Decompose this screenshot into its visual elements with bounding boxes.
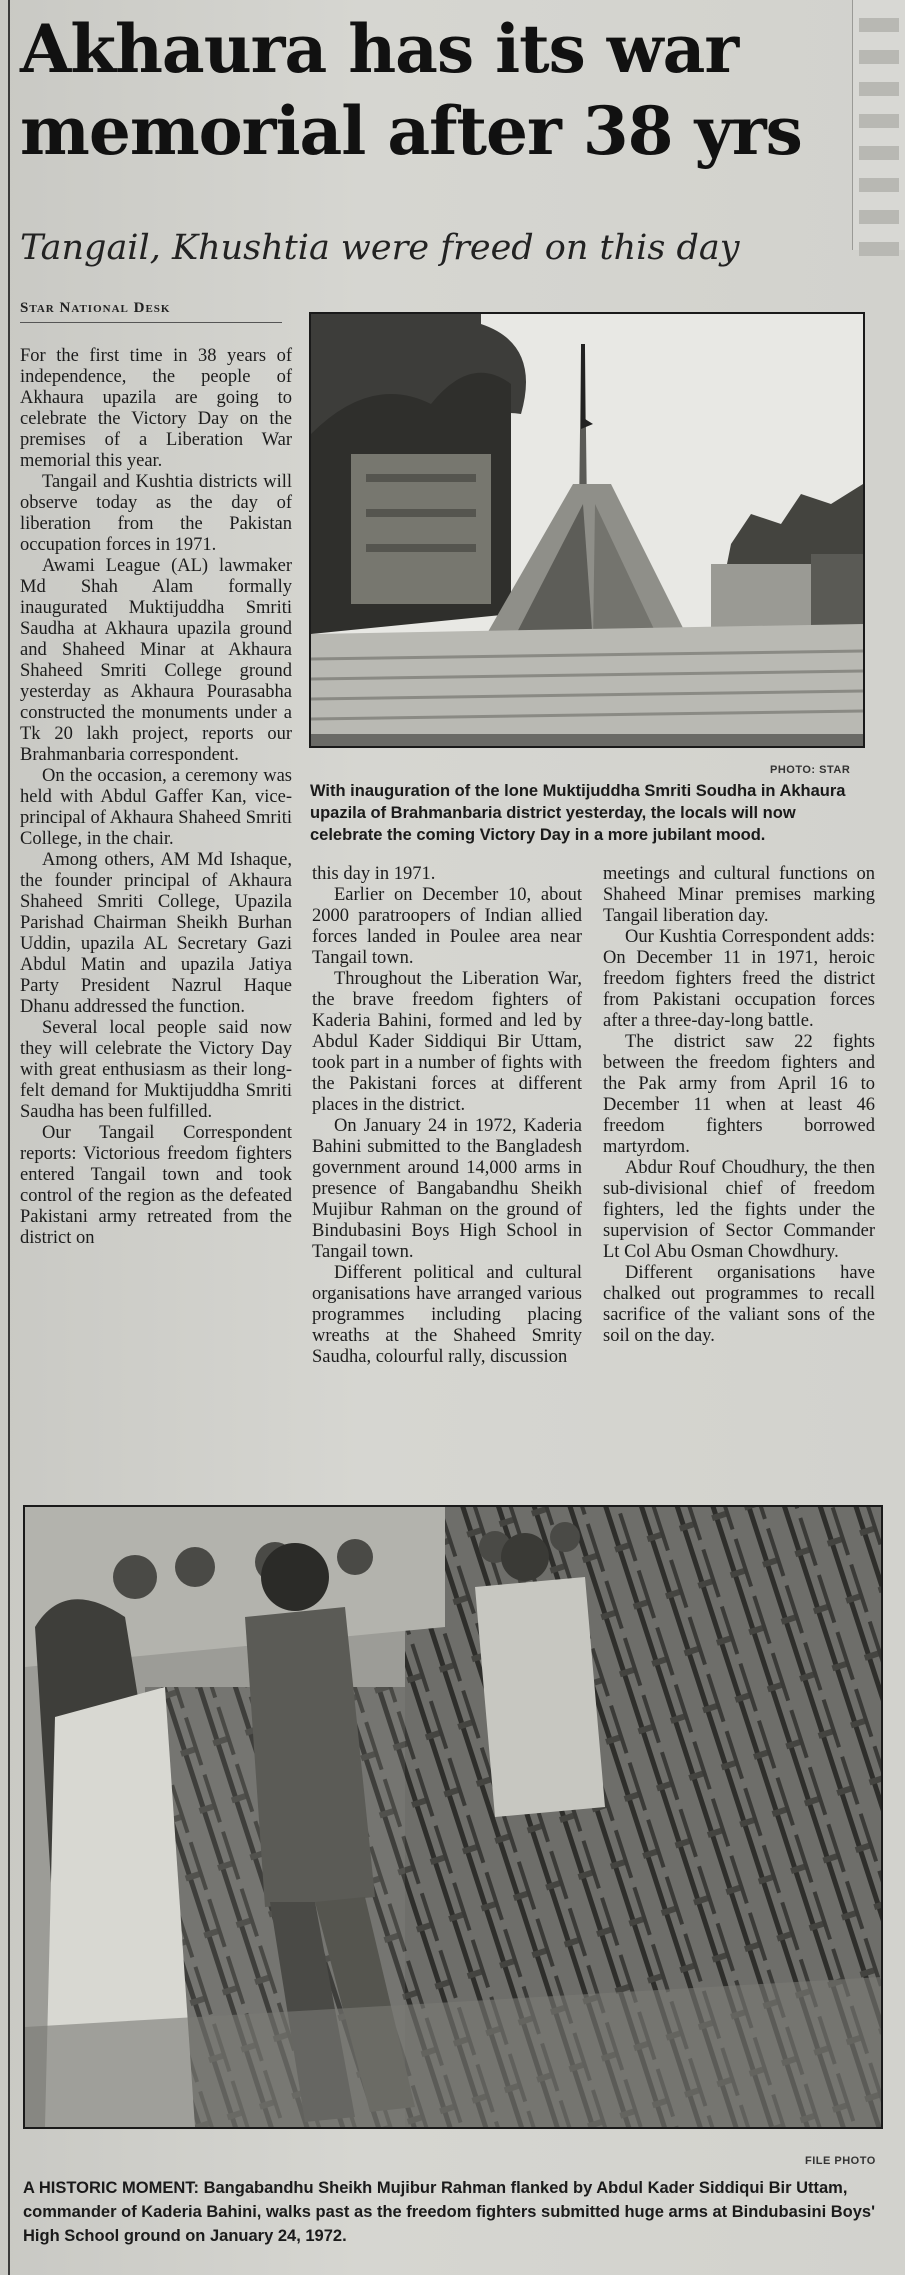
paragraph: Our Tangail Correspondent reports: Victorious freedom fighters entered Tangail town and took control of the region as the defeated Pakistani army retreated from the district on — [20, 1123, 292, 1248]
historic-photo-image — [25, 1507, 881, 2127]
photo-credit: FILE PHOTO — [805, 2155, 876, 2167]
paragraph: Among others, AM Md Ishaque, the founder principal of Akhaura Shaheed Smriti College, Upazila Parishad Chairman Sheikh Burhan Uddin, upazila AL Secretary Gazi Abdul Matin and upazila Jatiya Party President Nazrul Haque Dhanu addressed the function. — [20, 850, 292, 1017]
paragraph: Earlier on December 10, about 2000 paratroopers of Indian allied forces landed in Poulee area near Tangail town. — [312, 885, 582, 968]
paragraph: Throughout the Liberation War, the brave freedom fighters of Kaderia Bahini, formed and led by Abdul Kader Siddiqui Bir Uttam, took part in a number of fights with the Pakistani forces at different places in the district. — [312, 969, 582, 1115]
headline: Akhaura has its war memorial after 38 yrs — [20, 10, 802, 170]
photo-caption: With inauguration of the lone Muktijuddha Smriti Soudha in Akhaura upazila of Brahmanbaria district yesterday, the locals will now celebrate the coming Victory Day in a more jubilant mood. — [310, 782, 846, 844]
paragraph: Different organisations have chalked out programmes to recall sacrifice of the valiant sons of the soil on the day. — [603, 1263, 875, 1346]
article-column-1 — [20, 346, 292, 1249]
paragraph: For the first time in 38 years of independence, the people of Akhaura upazila are going to celebrate the Victory Day on the premises of a Liberation War memorial this year. — [20, 346, 292, 471]
photo-credit: PHOTO: STAR — [770, 764, 851, 776]
paragraph: On January 24 in 1972, Kaderia Bahini submitted to the Bangladesh government around 14,000 arms in presence of Bangabandhu Sheikh Mujibur Rahman on the ground of Bindubasini Boys High School in Tangail town. — [312, 1116, 582, 1262]
paragraph: The district saw 22 fights between the freedom fighters and the Pak army from April 16 to December 11 when at least 46 freedom fighters borrowed martyrdom. — [603, 1032, 875, 1157]
memorial-photo — [309, 312, 865, 748]
paragraph: Abdur Rouf Choudhury, the then sub-divisional chief of freedom fighters, led the fights under the supervision of Sector Commander Lt Col Abu Osman Chowdhury. — [603, 1158, 875, 1262]
paragraph: meetings and cultural functions on Shaheed Minar premises marking Tangail liberation day. — [603, 864, 875, 926]
article-column-2 — [312, 864, 582, 1368]
byline-divider — [20, 322, 282, 323]
historic-photo — [23, 1505, 883, 2129]
paragraph: Our Kushtia Correspondent adds: On December 11 in 1971, heroic freedom fighters freed the district from Pakistani occupation forces after a three-day-long battle. — [603, 927, 875, 1031]
article-column-3 — [603, 864, 875, 1347]
paragraph: Awami League (AL) lawmaker Md Shah Alam formally inaugurated Muktijuddha Smriti Saudha at Akhaura upazila ground and Shaheed Minar at Akhaura Shaheed Smriti College ground yesterday as Akhaura Pourasabha constructed the monuments under a Tk 20 lakh project, reports our Brahmanbaria correspondent. — [20, 556, 292, 765]
memorial-photo-image — [311, 314, 863, 746]
paragraph: Different political and cultural organisations have arranged various programmes including placing wreaths at the Shaheed Smrity Saudha, colourful rally, discussion — [312, 1263, 582, 1367]
byline: Star National Desk — [20, 300, 171, 316]
paragraph: Tangail and Kushtia districts will observe today as the day of liberation from the Pakistan occupation forces in 1971. — [20, 472, 292, 555]
photo-caption: A HISTORIC MOMENT: Bangabandhu Sheikh Mujibur Rahman flanked by Abdul Kader Siddiqui Bir Uttam, commander of Kaderia Bahini, walks past as the freedom fighters submitted huge arms at Bindubasini Boys' High School ground on January 24, 1972. — [23, 2179, 876, 2245]
subheadline: Tangail, Khushtia were freed on this day — [20, 228, 740, 268]
paragraph: this day in 1971. — [312, 864, 436, 884]
paragraph: Several local people said now they will celebrate the Victory Day with great enthusiasm as their long-felt demand for Muktijuddha Smriti Saudha has been fulfilled. — [20, 1018, 292, 1122]
paragraph: On the occasion, a ceremony was held with Abdul Gaffer Kan, vice-principal of Akhaura Shaheed Smriti College, in the chair. — [20, 766, 292, 849]
column-rule — [8, 0, 10, 2275]
